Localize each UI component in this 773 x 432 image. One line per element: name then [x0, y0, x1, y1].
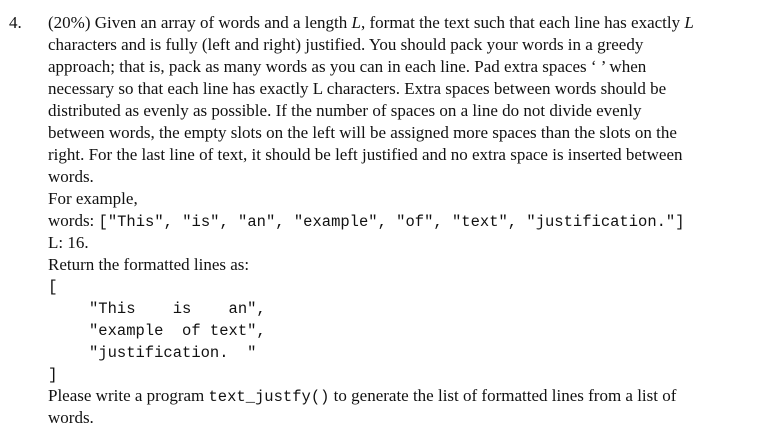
intro-text: (20%) Given an array of words and a length: [48, 13, 348, 32]
paragraph-line-4: distributed as evenly as possible. If the number of spaces on a line do not divide evenly: [48, 101, 642, 120]
question-intro-line: [48, 12, 694, 34]
open-bracket: [: [48, 278, 58, 296]
close-bracket: ]: [48, 366, 58, 384]
intro-tail-text: , format the text such that each line has exactly: [361, 13, 681, 32]
words-line: [48, 210, 685, 233]
paragraph-line-5: between words, the empty slots on the left will be assigned more spaces than the slots on the: [48, 123, 677, 142]
return-line: Return the formatted lines as:: [48, 255, 250, 274]
intro-variable-l: L: [351, 13, 362, 32]
closing-suffix: to generate the list of formatted lines from a list of: [329, 386, 677, 405]
output-line-3: "justification. ": [89, 344, 257, 362]
output-line-2: "example of text",: [89, 322, 266, 340]
output-line-1: "This is an",: [89, 300, 266, 318]
closing-line: [48, 385, 676, 408]
paragraph-line-6: right. For the last line of text, it should be left justified and no extra space is inserted between: [48, 145, 683, 164]
function-name-code: text_justfy(): [208, 388, 330, 406]
length-line: L: 16.: [48, 233, 89, 252]
intro-variable-l-2: L: [684, 13, 694, 32]
paragraph-line-3: necessary so that each line has exactly L characters. Extra spaces between words should be: [48, 79, 667, 98]
closing-prefix: Please write a program: [48, 386, 209, 405]
example-heading: For example,: [48, 189, 138, 208]
closing-last-line: words.: [48, 408, 94, 427]
paragraph-line-1: characters and is fully (left and right) justified. You should pack your words in a greedy: [48, 35, 644, 54]
paragraph-line-2: approach; that is, pack as many words as you can in each line. Pad extra spaces ‘ ’ when: [48, 57, 647, 76]
words-array: ["This", "is", "an", "example", "of", "text", "justification."]: [98, 213, 685, 231]
words-label: words:: [48, 211, 99, 230]
question-number: 4.: [9, 13, 22, 32]
paragraph-line-7: words.: [48, 167, 94, 186]
